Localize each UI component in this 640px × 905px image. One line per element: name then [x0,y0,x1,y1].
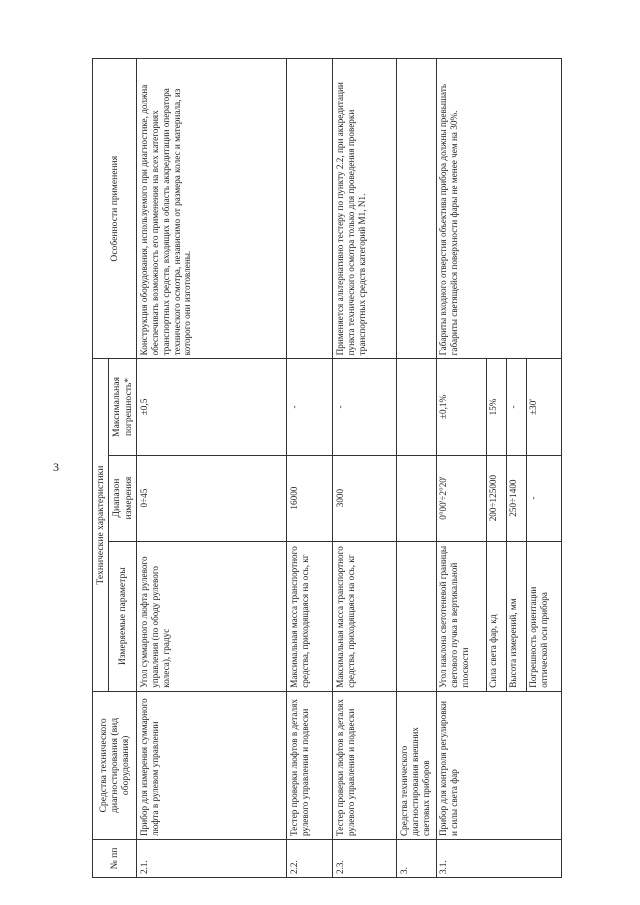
row-num: 3. [396,839,436,877]
row-features: Габариты входного отверстия объектива прибора должны превышать габариты светящейся поверхности фары не менее чем на 30%. [436,59,561,359]
row-tool: Средства технического диагностирования внешних световых приборов [396,691,436,839]
row-num: 2.3. [332,839,396,877]
row-range: 0÷45 [136,455,286,541]
row-tool: Прибор для измерения суммарного люфта в рулевом управлении [136,691,286,839]
row-tool: Прибор для контроля регулировки и силы света фар [436,691,561,839]
row-tool: Тестер проверки люфтов в деталях рулевого управления и подвески [332,691,396,839]
row-num: 2.2. [286,839,332,877]
row-param: Сила света фар, кд [487,541,507,691]
row-error: ±30' [526,359,561,455]
header-params: Измеряемые параметры [109,541,137,691]
row-range: - [526,455,561,541]
row-param: Угол суммарного люфта рулевого управления (по ободу рулевого колеса), градус [136,541,286,691]
table-row [332,59,396,878]
row-error: 15% [487,359,507,455]
row-range: 200÷125000 [487,455,507,541]
row-error: - [507,359,527,455]
row-param: Угол наклона светотеневой границы светового пучка в вертикальной плоскости [436,541,487,691]
row-param: Погрешность ориентации оптической оси прибора [526,541,561,691]
header-tool: Средства технического диагностирования (вид оборудования) [93,691,137,839]
row-num: 2.1. [136,839,286,877]
row-range: 3000 [332,455,396,541]
row-num: 3.1. [436,839,561,877]
row-range: 16000 [286,455,332,541]
header-num: № пп [93,839,137,877]
row-range: 0°00'÷2°20' [436,455,487,541]
page-number: 3 [53,460,59,474]
row-features [286,59,332,359]
row-param: Высота измерений, мм [507,541,527,691]
table-row [136,59,286,878]
row-features: Конструкция оборудования, используемого при диагностике, должна обеспечивать возможность его применения на всех категориях транспортных средств, входящих в область аккредитации оператора технического осмотра, независимо от размера колес и материала, из которого они изготовлены. [136,59,286,359]
row-error: - [286,359,332,455]
row-tool: Тестер проверки люфтов в деталях рулевого управления и подвески [286,691,332,839]
row-param: Максимальная масса транспортного средства, приходящаяся на ось, кг [286,541,332,691]
row-range: 250÷1400 [507,455,527,541]
table-row [436,59,487,878]
row-features: Применяется альтернативно тестеру по пункту 2.2, при аккредитации пункта технического осмотра только для проведения проверки транспортных средств категорий M1, N1. [332,59,396,359]
row-error: - [332,359,396,455]
header-range: Диапазон измерения [109,455,137,541]
row-param: Максимальная масса транспортного средства, приходящаяся на ось, кг [332,541,396,691]
table-row [286,59,332,878]
table-row [396,59,436,878]
header-error: Максимальная погрешность* [109,359,137,455]
row-error: ±0,5 [136,359,286,455]
equipment-table [92,58,562,878]
row-error: ±0,1% [436,359,487,455]
header-tech: Технические характеристики [93,359,109,691]
header-features: Особенности применения [93,59,137,359]
